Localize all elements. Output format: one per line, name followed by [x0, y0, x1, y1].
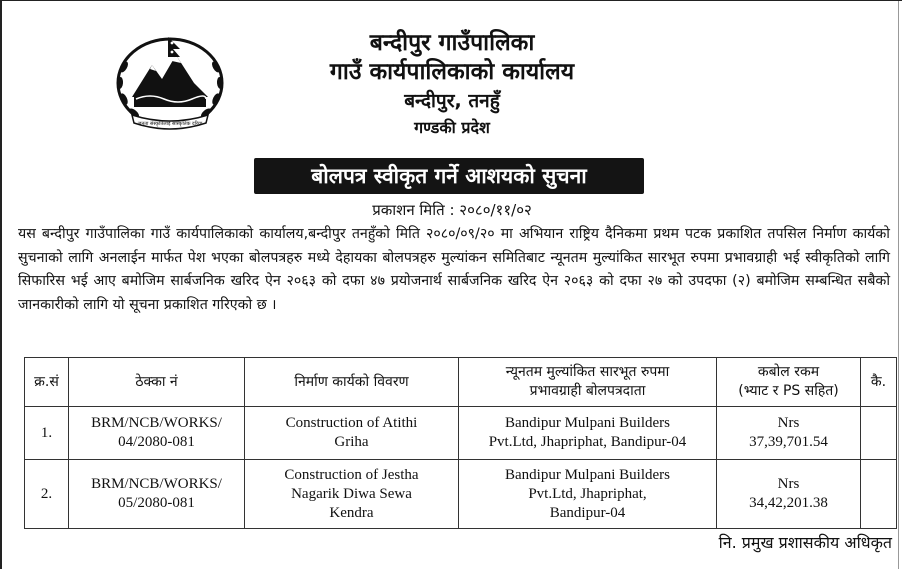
bid-acceptance-table	[24, 357, 897, 529]
header-description: निर्माण कार्यको विवरण	[245, 358, 459, 407]
table-row	[25, 407, 897, 460]
row-contract-no	[69, 407, 245, 460]
header-remarks: कै.	[861, 358, 897, 407]
header-sn: क्र.सं	[25, 358, 69, 407]
province-name: गण्डकी प्रदेश	[414, 118, 490, 137]
notice-body: यस बन्दीपुर गाउँपालिका गाउँ कार्यपालिकाको कार्यालय,बन्दीपुर तनहुँको मिति २०८०/०९/२० मा अभियान राष्ट्रिय दैनिकमा प्रथम पटक प्रकाशित तपसिल निर्माण कार्यको सुचनाको लागि अनलाईन मार्फत पेश भएका बोलपत्रहरु मध्ये देहायका बोलपत्रहरु मुल्यांकन समितिबाट न्यूनतम मुल्यांकित सारभूत रुपमा प्रभावग्राही भई स्वीकृतिको लागि सिफारिस भई आए बमोजिम सार्बजनिक खरिद ऐन २०६३ को दफा ४७ प्रयोजनार्थ सार्बजनिक खरिद ऐन २०६३ को दफा २७ को उपदफा (२) बमोजिम सम्बन्धित सबैको जानकारीको लागि यो सूचना प्रकाशित गरिएको छ ।	[18, 226, 890, 313]
bidder-line: Pvt.Ltd, Jhapriphat,	[528, 485, 647, 502]
row-bidder	[459, 460, 717, 529]
office-name: गाउँ कार्यपालिकाको कार्यालय	[329, 59, 575, 85]
bidder-line: Pvt.Ltd, Jhapriphat, Bandipur-04	[488, 434, 687, 450]
amount-value: 37,39,701.54	[749, 434, 828, 450]
contract-line: 04/2080-081	[118, 434, 195, 450]
bidder-line: Bandipur-04	[549, 504, 626, 521]
notice-title: बोलपत्र स्वीकृत गर्ने आशयको सुचना	[254, 158, 644, 194]
row-sn: 2.	[25, 460, 69, 529]
row-description	[245, 407, 459, 460]
row-description	[245, 460, 459, 529]
emblem-icon	[110, 27, 230, 135]
description-line: Construction of Atithi	[285, 415, 418, 431]
contract-line: BRM/NCB/WORKS/	[91, 476, 222, 492]
bidder-line: Bandipur Mulpani Builders	[505, 415, 670, 431]
row-amount	[717, 460, 861, 529]
bidder-line: Bandipur Mulpani Builders	[505, 466, 670, 483]
municipality-name: बन्दीपुर गाउँपालिका	[369, 30, 535, 56]
contract-line: 05/2080-081	[118, 495, 195, 511]
contract-line: BRM/NCB/WORKS/	[91, 415, 222, 431]
publication-date: प्रकाशन मिति : २०८०/११/०२	[372, 201, 532, 219]
amount-value: 34,42,201.38	[749, 495, 828, 511]
header-bidder-line1: न्यूनतम मुल्यांकित सारभूत रुपमा	[505, 364, 670, 380]
signatory-title: नि. प्रमुख प्रशासकीय अधिकृत	[718, 533, 892, 552]
table-row	[25, 460, 897, 529]
page-edge-divider	[898, 1, 899, 569]
header-bidder-line2: प्रभावग्राही बोलपत्रदाता	[529, 383, 646, 399]
municipality-emblem	[110, 27, 230, 135]
table-header-row	[25, 358, 897, 407]
description-line: Kendra	[329, 504, 374, 521]
description-line: Construction of Jestha	[284, 466, 419, 483]
header-amount	[717, 358, 861, 407]
row-remarks	[861, 407, 897, 460]
header-amount-line2: (भ्याट र PS सहित)	[738, 383, 839, 399]
amount-currency: Nrs	[777, 476, 800, 492]
header-bidder	[459, 358, 717, 407]
row-bidder	[459, 407, 717, 460]
row-remarks	[861, 460, 897, 529]
emblem-caption: जनता संस्कृतिलाई सांस्कृतिक दरिया	[137, 121, 203, 127]
amount-currency: Nrs	[777, 415, 800, 431]
row-amount	[717, 407, 861, 460]
description-line: Nagarik Diwa Sewa	[291, 485, 412, 502]
header-contract-no: ठेक्का नं	[69, 358, 245, 407]
office-address: बन्दीपुर, तनहुँ	[404, 90, 500, 112]
row-sn: 1.	[25, 407, 69, 460]
row-contract-no	[69, 460, 245, 529]
header-amount-line1: कबोल रकम	[757, 364, 820, 380]
office-header	[242, 29, 662, 141]
description-line: Griha	[334, 434, 369, 450]
